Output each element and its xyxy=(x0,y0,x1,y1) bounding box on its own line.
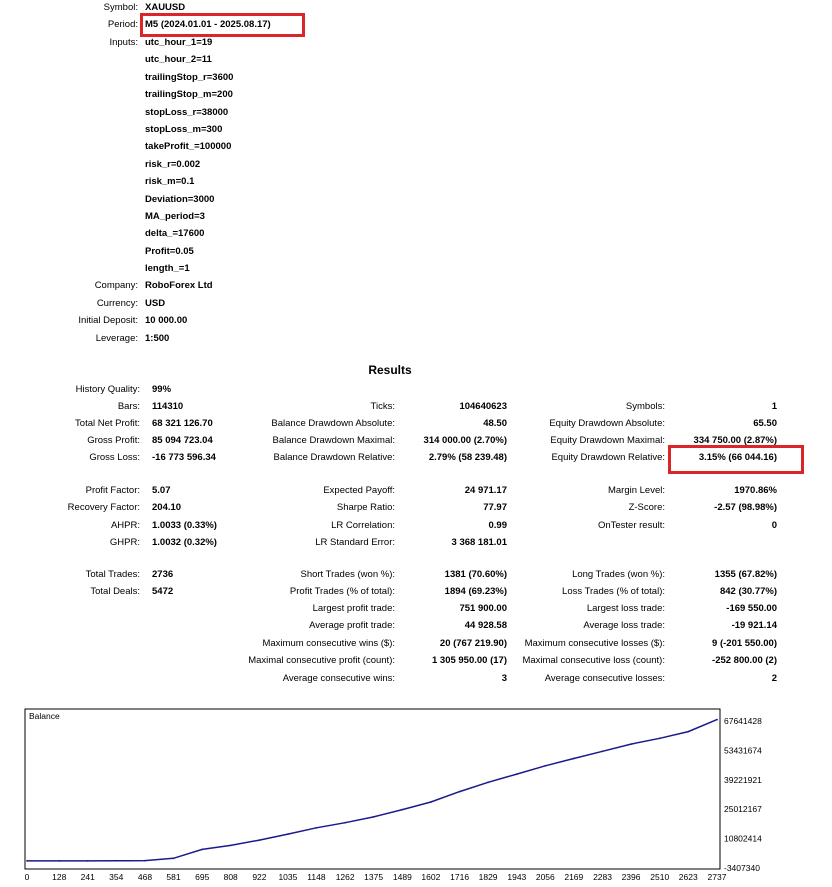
results-title: Results xyxy=(368,363,412,377)
stat-label: Ticks: xyxy=(370,401,395,412)
balance-data-point xyxy=(487,781,489,783)
balance-data-point xyxy=(544,765,546,767)
stat-label: History Quality: xyxy=(75,384,140,395)
settings-value: takeProfit_=100000 xyxy=(145,141,232,152)
stat-label: Symbols: xyxy=(625,401,665,412)
equity-drawdown-relative-highlight-box xyxy=(668,445,804,474)
stat-label: LR Correlation: xyxy=(331,520,395,531)
settings-value: trailingStop_m=200 xyxy=(145,89,233,100)
stat-value: 5472 xyxy=(152,586,174,597)
balance-data-point xyxy=(316,827,318,829)
settings-label: Company: xyxy=(94,280,138,291)
stat-value: 104640623 xyxy=(459,401,507,412)
stat-label: Margin Level: xyxy=(607,485,665,496)
x-tick-label: 1375 xyxy=(364,872,384,882)
stat-label: Recovery Factor: xyxy=(67,502,140,513)
stat-value: 77.97 xyxy=(483,502,507,513)
stat-value: 85 094 723.04 xyxy=(152,435,213,446)
x-tick-label: 581 xyxy=(166,872,181,882)
stat-label: Bars: xyxy=(117,401,140,412)
stat-label: Maximal consecutive loss (count): xyxy=(522,655,665,666)
stat-label: Maximal consecutive profit (count): xyxy=(248,655,395,666)
balance-data-point xyxy=(687,731,689,733)
stat-label: Largest loss trade: xyxy=(586,603,665,614)
x-tick-label: 2510 xyxy=(650,872,670,882)
stat-value: -2.57 (98.98%) xyxy=(714,502,777,513)
stat-value: 1 xyxy=(771,401,777,412)
y-tick-label: 10802414 xyxy=(724,833,762,844)
x-axis-tick-labels xyxy=(25,872,727,882)
stat-value: 2736 xyxy=(152,569,174,580)
stat-value: 1.0033 (0.33%) xyxy=(152,520,217,531)
balance-data-point xyxy=(430,801,432,803)
settings-value: MA_period=3 xyxy=(145,211,205,222)
settings-value: Profit=0.05 xyxy=(145,246,194,257)
stat-value: 9 (-201 550.00) xyxy=(712,638,777,649)
stat-value: 1.0032 (0.32%) xyxy=(152,537,217,548)
stat-label: Long Trades (won %): xyxy=(572,569,665,580)
stat-value: 2.79% (58 239.48) xyxy=(428,452,507,463)
stat-label: Expected Payoff: xyxy=(323,485,395,496)
balance-data-point xyxy=(602,750,604,752)
x-tick-label: 1602 xyxy=(421,872,441,882)
stat-value: 99% xyxy=(152,384,172,395)
x-tick-label: 1262 xyxy=(335,872,355,882)
balance-data-point xyxy=(716,719,718,721)
stat-value: 3.15% (66 044.16) xyxy=(698,452,777,463)
balance-data-point xyxy=(259,839,261,841)
balance-data-point xyxy=(659,737,661,739)
stat-value: -169 550.00 xyxy=(726,603,777,614)
x-tick-label: 1489 xyxy=(392,872,412,882)
settings-value: XAUUSD xyxy=(145,2,186,13)
stat-value: 2 xyxy=(771,673,777,684)
stat-label: Equity Drawdown Maximal: xyxy=(550,435,665,446)
stat-value: 334 750.00 (2.87%) xyxy=(693,435,777,446)
stat-label: AHPR: xyxy=(110,520,140,531)
stat-label: Z-Score: xyxy=(628,502,665,513)
stat-label: Total Net Profit: xyxy=(75,418,140,429)
settings-value: Deviation=3000 xyxy=(145,194,215,205)
stat-value: 5.07 xyxy=(152,485,171,496)
stat-value: 114310 xyxy=(152,401,184,412)
stat-value: 1894 (69.23%) xyxy=(444,586,507,597)
x-tick-label: 354 xyxy=(109,872,124,882)
stat-label: Average consecutive losses: xyxy=(544,673,665,684)
settings-label: Initial Deposit: xyxy=(78,315,138,326)
balance-data-point xyxy=(115,860,117,862)
settings-value: M5 (2024.01.01 - 2025.08.17) xyxy=(145,19,271,30)
x-tick-label: 2623 xyxy=(678,872,698,882)
stat-value: 1970.86% xyxy=(734,485,777,496)
stat-value: 1 305 950.00 (17) xyxy=(431,655,507,666)
balance-data-point xyxy=(344,822,346,824)
balance-data-point xyxy=(201,849,203,851)
x-tick-label: 2283 xyxy=(593,872,613,882)
balance-data-point xyxy=(459,791,461,793)
x-tick-label: 1035 xyxy=(278,872,298,882)
settings-value: RoboForex Ltd xyxy=(145,280,213,291)
x-tick-label: 2056 xyxy=(535,872,555,882)
stat-label: Balance Drawdown Maximal: xyxy=(272,435,395,446)
balance-data-point xyxy=(402,809,404,811)
balance-data-point xyxy=(287,833,289,835)
y-axis-tick-labels xyxy=(724,716,762,873)
stat-label: Maximum consecutive losses ($): xyxy=(524,638,665,649)
y-tick-label: 67641428 xyxy=(724,716,762,726)
stat-label: Gross Loss: xyxy=(89,452,140,463)
stat-value: 48.50 xyxy=(483,418,507,429)
settings-label: Currency: xyxy=(96,298,138,309)
stat-label: Profit Factor: xyxy=(85,485,140,496)
stat-value: 204.10 xyxy=(152,502,182,513)
balance-data-point xyxy=(230,845,232,847)
x-tick-label: 1943 xyxy=(507,872,527,882)
stat-value: 1381 (70.60%) xyxy=(444,569,507,580)
stat-label: LR Standard Error: xyxy=(315,537,395,548)
stat-value: 65.50 xyxy=(753,418,777,429)
stat-label: Gross Profit: xyxy=(87,435,140,446)
settings-value: risk_m=0.1 xyxy=(145,176,195,187)
stat-value: 0 xyxy=(771,520,777,531)
x-tick-label: 808 xyxy=(223,872,238,882)
x-tick-label: 0 xyxy=(24,872,30,882)
stat-label: Total Trades: xyxy=(85,569,140,580)
stat-value: -19 921.14 xyxy=(731,620,777,631)
x-tick-label: 1829 xyxy=(478,872,498,882)
stat-label: Total Deals: xyxy=(90,586,140,597)
balance-data-point xyxy=(26,860,28,862)
y-tick-label: 53431674 xyxy=(724,745,762,756)
stat-label: Maximum consecutive wins ($): xyxy=(262,638,395,649)
stat-value: -252 800.00 (2) xyxy=(712,655,777,666)
balance-chart xyxy=(0,700,832,887)
settings-value: USD xyxy=(145,298,166,309)
stat-label: Profit Trades (% of total): xyxy=(289,586,395,597)
stat-value: 314 000.00 (2.70%) xyxy=(423,435,507,446)
stat-label: Average profit trade: xyxy=(309,620,395,631)
x-tick-label: 1716 xyxy=(450,872,470,882)
stat-label: GHPR: xyxy=(109,537,140,548)
settings-value: stopLoss_r=38000 xyxy=(145,107,229,118)
settings-label: Symbol: xyxy=(103,2,138,13)
stat-label: Short Trades (won %): xyxy=(300,569,395,580)
balance-data-point xyxy=(373,816,375,818)
stat-label: Loss Trades (% of total): xyxy=(562,586,665,597)
stat-label: Average loss trade: xyxy=(583,620,665,631)
settings-value: utc_hour_1=19 xyxy=(145,37,213,48)
y-tick-label: 39221921 xyxy=(724,774,762,785)
stat-label: Equity Drawdown Relative: xyxy=(551,452,665,463)
x-tick-label: 922 xyxy=(252,872,267,882)
y-tick-label: 25012167 xyxy=(724,804,762,815)
balance-data-point xyxy=(573,758,575,760)
chart-plot-area xyxy=(25,709,720,869)
stat-label: Sharpe Ratio: xyxy=(336,502,395,513)
stat-value: 3 xyxy=(501,673,507,684)
settings-label: Leverage: xyxy=(95,333,138,344)
balance-data-point xyxy=(173,857,175,859)
chart-title: Balance xyxy=(29,711,60,721)
settings-value: 10 000.00 xyxy=(145,315,188,326)
settings-label: Inputs: xyxy=(109,37,138,48)
period-highlight-box xyxy=(140,13,305,37)
y-tick-label: -3407340 xyxy=(724,863,760,873)
stat-value: 68 321 126.70 xyxy=(152,418,213,429)
stat-label: OnTester result: xyxy=(597,520,665,531)
x-tick-label: 1148 xyxy=(307,872,326,882)
x-tick-label: 241 xyxy=(80,872,95,882)
stat-value: 3 368 181.01 xyxy=(451,537,507,548)
settings-value: utc_hour_2=11 xyxy=(145,54,212,65)
balance-data-point xyxy=(630,743,632,745)
x-tick-label: 128 xyxy=(52,872,67,882)
stat-value: 44 928.58 xyxy=(464,620,507,631)
stat-label: Equity Drawdown Absolute: xyxy=(549,418,665,429)
balance-data-point xyxy=(516,773,518,775)
settings-value: length_=1 xyxy=(145,263,190,274)
settings-value: trailingStop_r=3600 xyxy=(145,72,234,83)
stat-label: Largest profit trade: xyxy=(312,603,395,614)
x-tick-label: 695 xyxy=(195,872,210,882)
settings-value: delta_=17600 xyxy=(145,228,205,239)
stat-value: 751 900.00 xyxy=(459,603,507,614)
settings-value: risk_r=0.002 xyxy=(145,159,201,170)
stat-label: Average consecutive wins: xyxy=(282,673,395,684)
x-tick-label: 2396 xyxy=(621,872,641,882)
stat-value: 20 (767 219.90) xyxy=(439,638,507,649)
stat-label: Balance Drawdown Relative: xyxy=(273,452,395,463)
settings-value: stopLoss_m=300 xyxy=(145,124,223,135)
stat-value: -16 773 596.34 xyxy=(152,452,216,463)
stat-value: 0.99 xyxy=(488,520,507,531)
stat-value: 24 971.17 xyxy=(464,485,507,496)
stat-value: 1355 (67.82%) xyxy=(714,569,777,580)
stat-value: 842 (30.77%) xyxy=(719,586,777,597)
balance-data-point xyxy=(58,860,60,862)
x-tick-label: 468 xyxy=(137,872,153,882)
balance-data-point xyxy=(87,860,89,862)
x-tick-label: 2737 xyxy=(707,872,727,882)
settings-label: Period: xyxy=(107,19,138,30)
stat-label: Balance Drawdown Absolute: xyxy=(271,418,395,429)
settings-value: 1:500 xyxy=(145,333,170,344)
balance-data-point xyxy=(144,860,146,862)
x-tick-label: 2169 xyxy=(564,872,584,882)
